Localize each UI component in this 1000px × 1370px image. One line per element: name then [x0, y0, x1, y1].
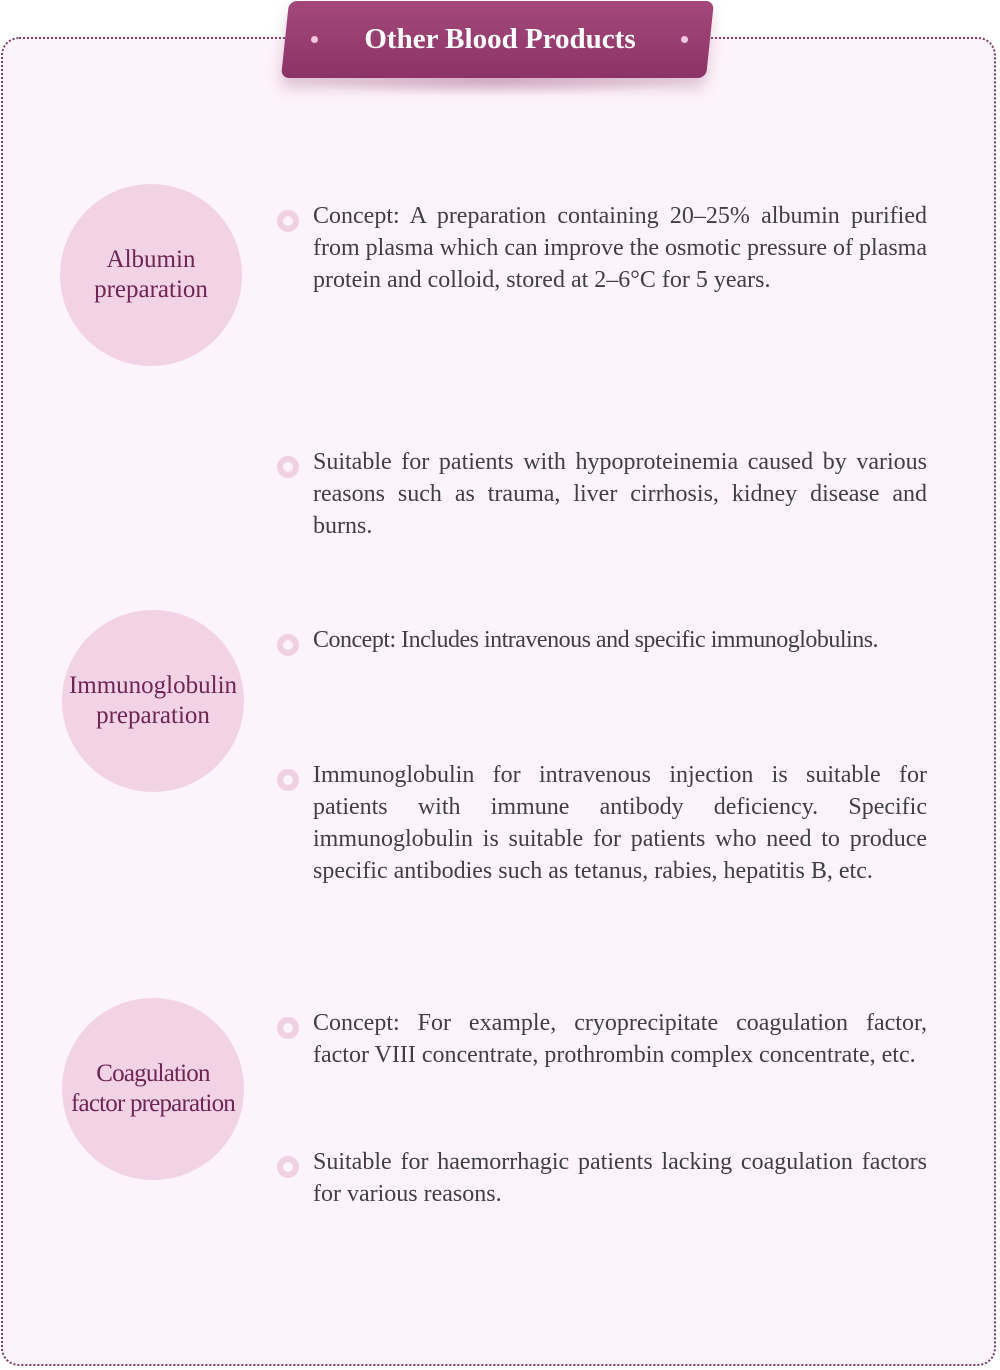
- section-label-line: Coagulation: [96, 1060, 210, 1087]
- section-label-coagulation: [62, 998, 244, 1180]
- section-label-line: factor preparation: [71, 1090, 235, 1117]
- ring-bullet-icon: [277, 769, 299, 791]
- section-label-line: preparation: [94, 276, 208, 303]
- section-label-line: preparation: [96, 702, 210, 729]
- list-item: [277, 1007, 927, 1071]
- section-label-line: Immunoglobulin: [68, 672, 238, 699]
- list-item: [277, 200, 927, 296]
- section-label-line: Albumin: [106, 246, 196, 273]
- page-title: Other Blood Products: [364, 23, 636, 55]
- section-label-immunoglobulin: [62, 610, 244, 792]
- item-text: Suitable for haemorrhagic patients lacking coagulation factors for various reasons.: [313, 1149, 927, 1207]
- list-item: [277, 624, 967, 656]
- banner-dot-right-icon: [681, 36, 688, 43]
- item-text: Concept: Includes intravenous and specific immunoglobulins.: [313, 627, 879, 653]
- item-text: Suitable for patients with hypoproteinemia caused by various reasons such as trauma, liver cirrhosis, kidney disease and burns.: [313, 449, 927, 539]
- ring-bullet-icon: [277, 634, 299, 656]
- item-text: Concept: For example, cryoprecipitate coagulation factor, factor VIII concentrate, prothrombin complex concentrate, etc.: [313, 1010, 927, 1068]
- list-item: [277, 446, 927, 542]
- ring-bullet-icon: [277, 210, 299, 232]
- item-text: Concept: A preparation containing 20–25% albumin purified from plasma which can improve the osmotic pressure of plasma protein and colloid, stored at 2–6°C for 5 years.: [313, 203, 927, 293]
- ring-bullet-icon: [277, 1017, 299, 1039]
- ring-bullet-icon: [277, 456, 299, 478]
- list-item: [277, 759, 927, 887]
- ring-bullet-icon: [277, 1156, 299, 1178]
- banner-dot-left-icon: [311, 36, 318, 43]
- item-text: Immunoglobulin for intravenous injection is suitable for patients with immune antibody deficiency. Specific immunoglobulin is suitable for patients who need to produce specific antibodies such as tetanus, rabies, hepatitis B, etc.: [313, 762, 927, 884]
- list-item: [277, 1146, 927, 1210]
- section-label-albumin: [60, 184, 242, 366]
